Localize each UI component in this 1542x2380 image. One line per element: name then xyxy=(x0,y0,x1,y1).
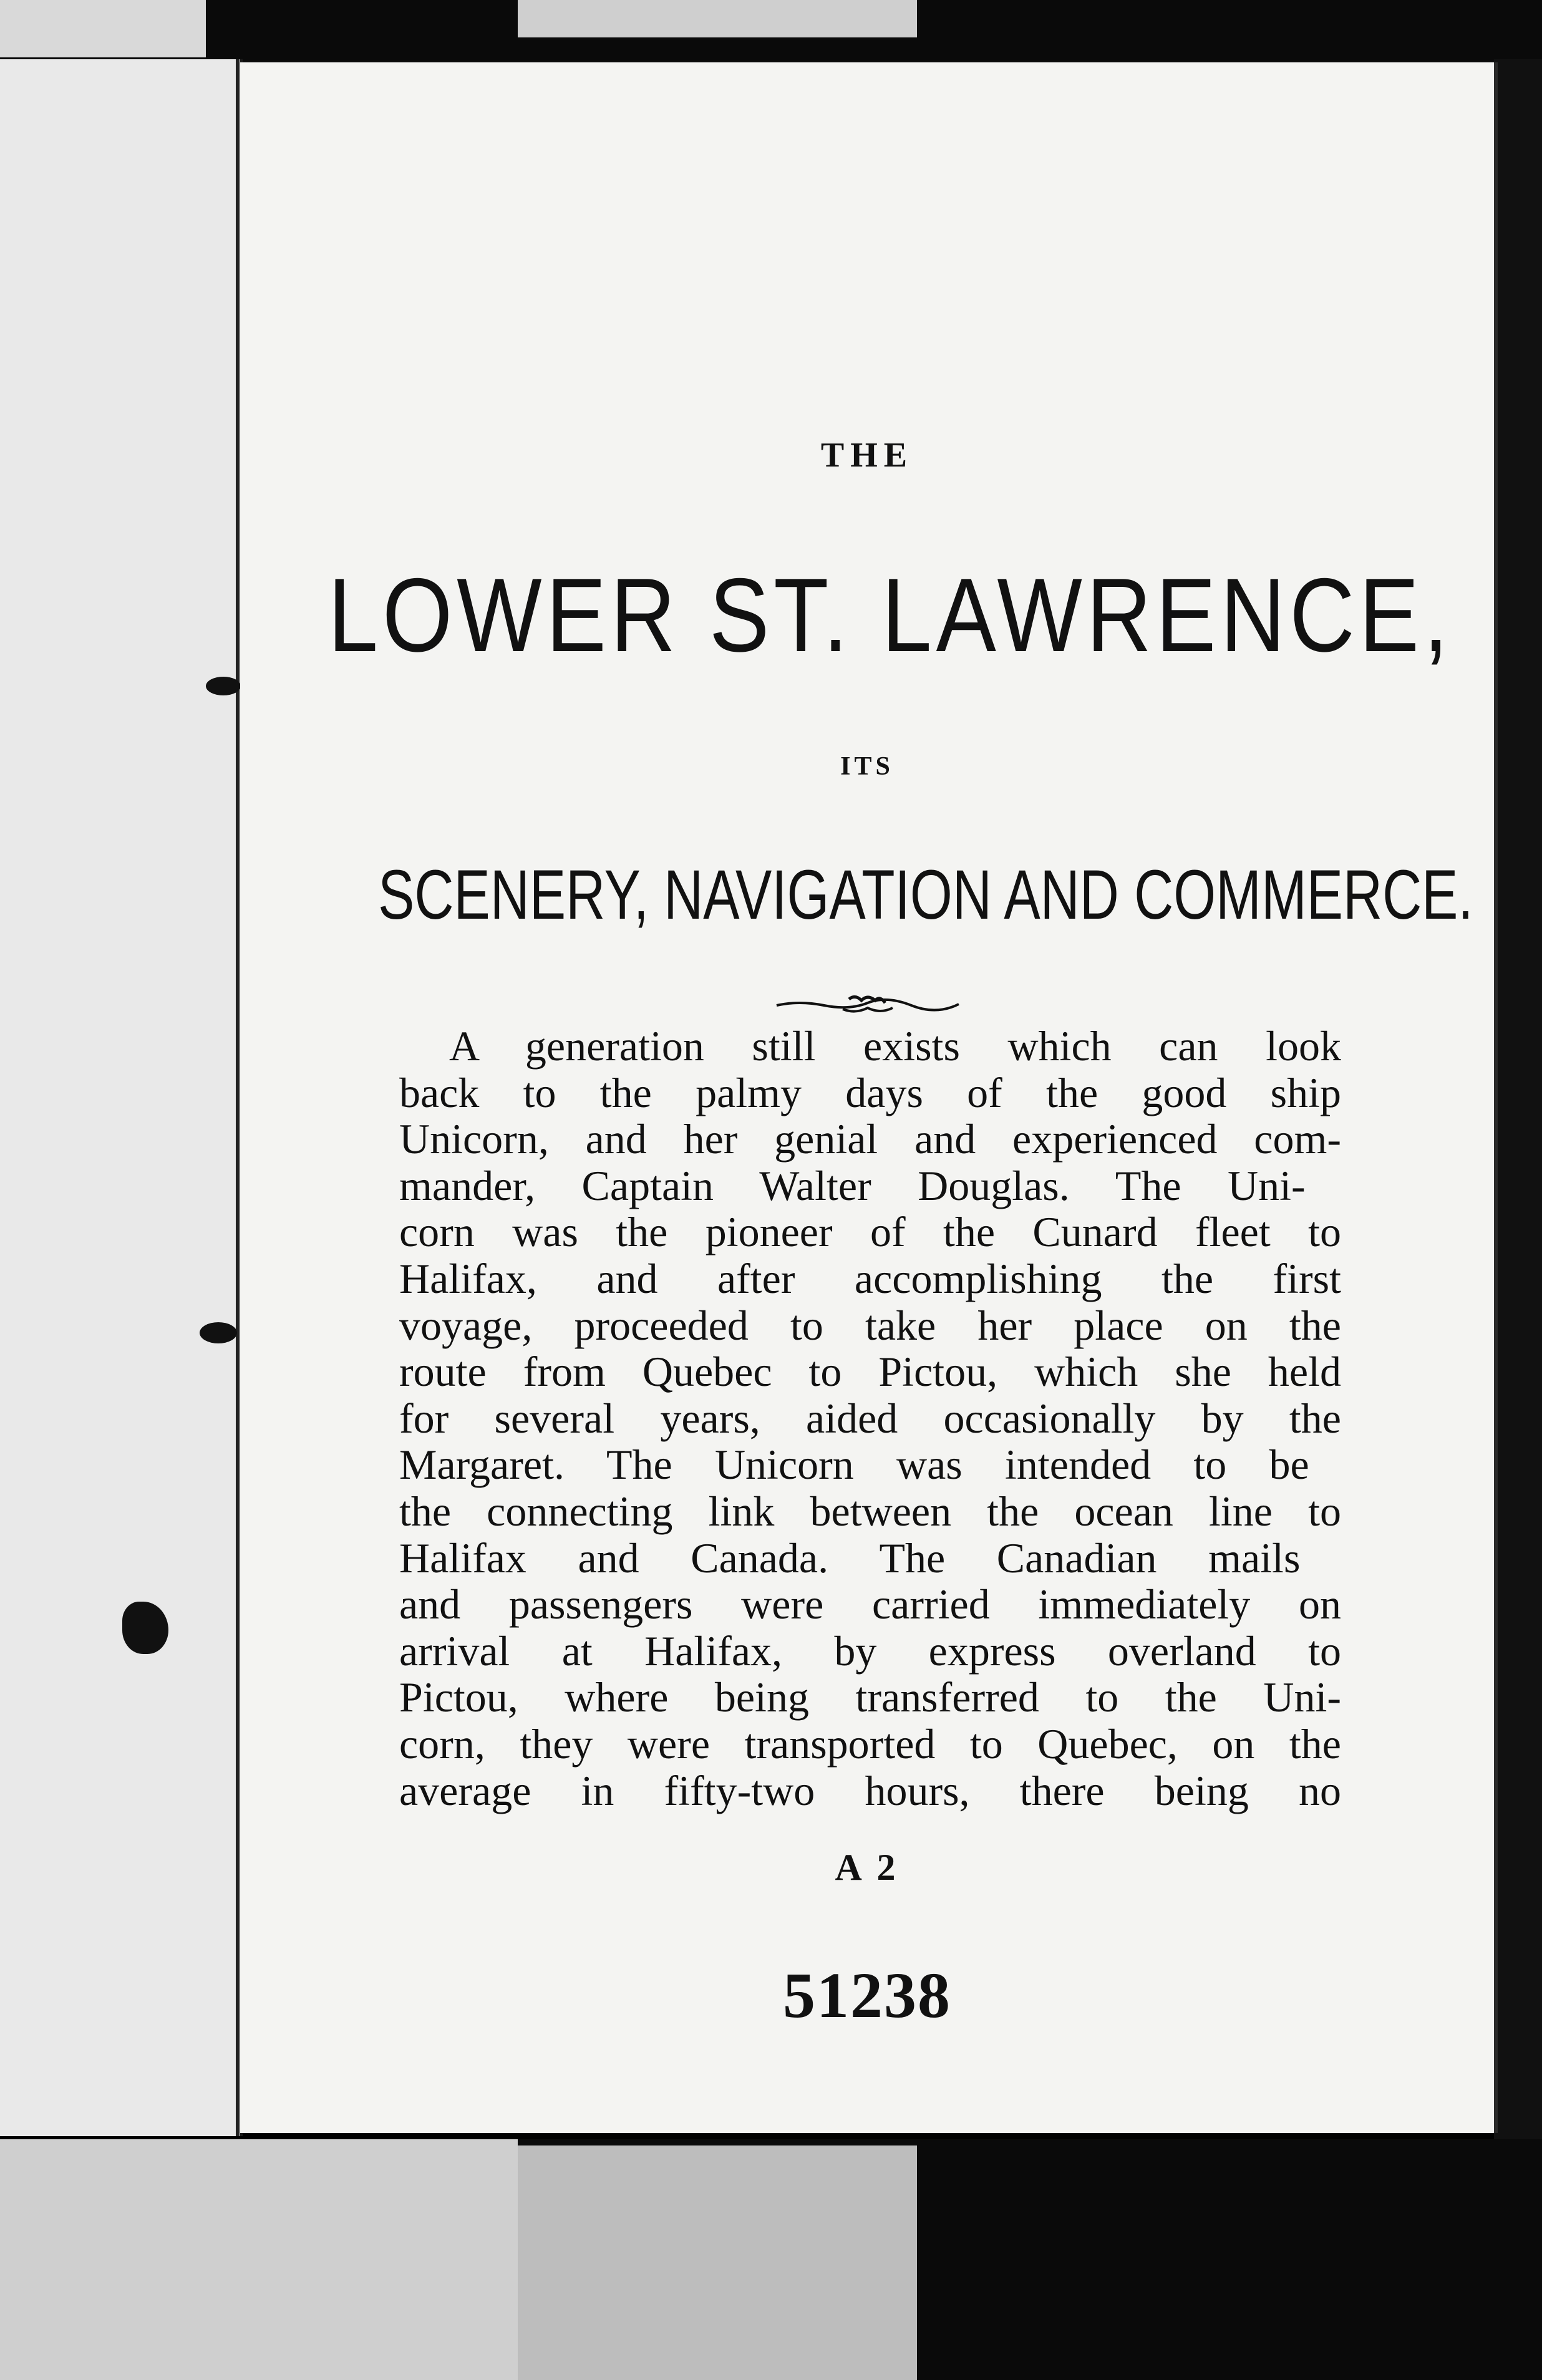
text-line: Halifax and Canada. The Canadian mails xyxy=(399,1534,1301,1582)
ornament-divider xyxy=(774,993,961,1015)
text-line: average in fifty-two hours, there being no xyxy=(399,1766,1341,1814)
text-line: back to the palmy days of the good ship xyxy=(399,1068,1341,1116)
binding-stitch-mark xyxy=(200,1322,237,1343)
heading-its: ITS xyxy=(840,752,894,781)
page-subtitle: SCENERY, NAVIGATION AND COMMERCE. xyxy=(378,856,1473,934)
text-line: A generation still exists which can look xyxy=(449,1022,1341,1070)
accession-number: 51238 xyxy=(783,1960,951,2031)
scan-paper-scrap xyxy=(0,0,206,57)
body-paragraph xyxy=(399,1023,1341,1814)
book-gutter xyxy=(236,59,240,2136)
text-line: corn was the pioneer of the Cunard fleet to xyxy=(399,1208,1341,1256)
text-line: arrival at Halifax, by express overland to xyxy=(399,1627,1341,1675)
scan-border-right xyxy=(1494,59,1542,2139)
scan-paper-scrap xyxy=(518,0,917,37)
text-line: and passengers were carried immediately on xyxy=(399,1580,1341,1628)
page-title: LOWER ST. LAWRENCE, xyxy=(327,556,1453,674)
scan-paper-scrap xyxy=(0,2139,518,2380)
binding-stitch-mark xyxy=(206,677,241,695)
heading-the: THE xyxy=(820,436,914,475)
text-line: Unicorn, and her genial and experienced com- xyxy=(399,1115,1341,1163)
text-line: route from Quebec to Pictou, which she held xyxy=(399,1348,1341,1396)
text-line: corn, they were transported to Quebec, on the xyxy=(399,1720,1341,1768)
facing-page xyxy=(0,59,243,2136)
signature-mark: A 2 xyxy=(835,1847,899,1888)
text-line: Margaret. The Unicorn was intended to be xyxy=(399,1441,1309,1489)
text-line: Halifax, and after accomplishing the first xyxy=(399,1254,1341,1302)
text-line: the connecting link between the ocean line to xyxy=(399,1487,1341,1535)
scan-paper-scrap xyxy=(518,2145,917,2380)
text-line: mander, Captain Walter Douglas. The Uni- xyxy=(399,1161,1306,1209)
text-line: Pictou, where being transferred to the Uni- xyxy=(399,1673,1341,1721)
text-line: voyage, proceeded to take her place on the xyxy=(399,1301,1341,1349)
text-line: for several years, aided occasionally by the xyxy=(399,1394,1341,1442)
